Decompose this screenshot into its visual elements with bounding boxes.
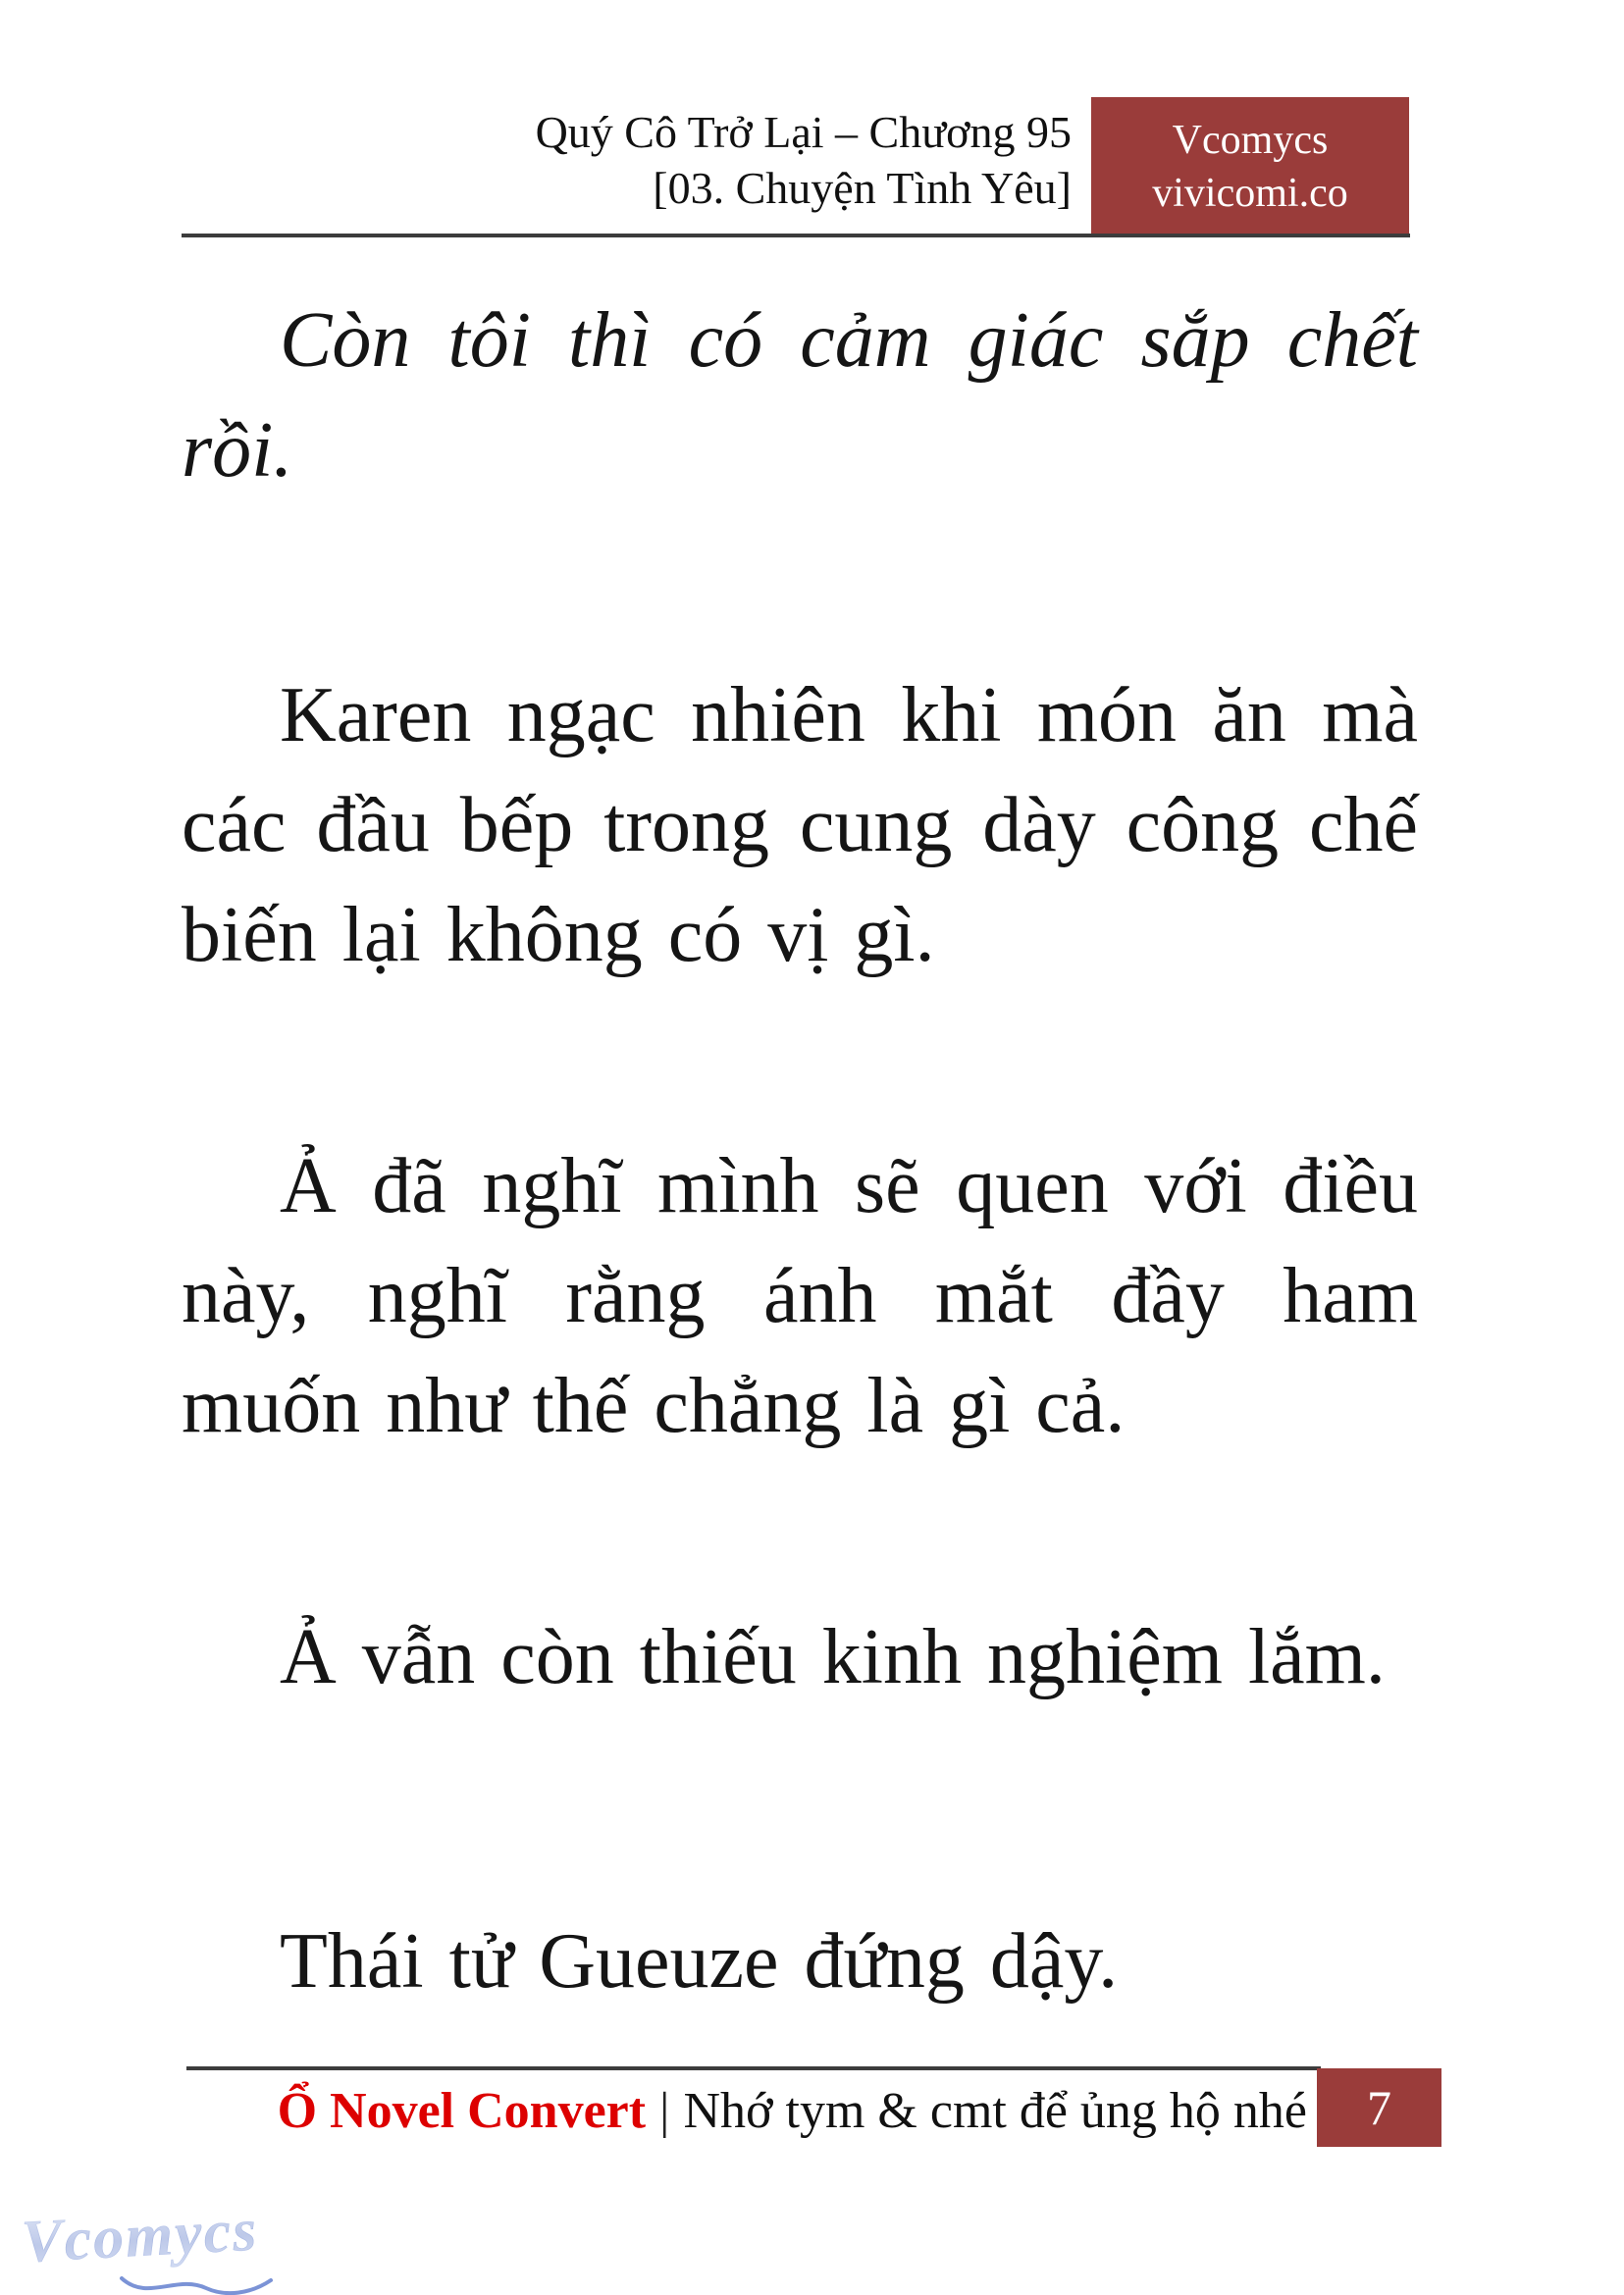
chapter-subtitle: [03. Chuyện Tình Yêu] (653, 163, 1072, 213)
footer-note (278, 2082, 1307, 2141)
body-paragraph: Ả đã nghĩ mình sẽ quen với điều này, nghĩ rằng ánh mắt đầy ham muốn như thế chẳng là gì cả. (182, 1143, 1418, 1449)
body-paragraph: Ả vẫn còn thiếu kinh nghiệm lắm. (280, 1614, 1386, 1700)
vcomycs-watermark-logo: Vcomycs (20, 2196, 260, 2276)
chapter-title: Quý Cô Trở Lại – Chương 95 (535, 107, 1072, 157)
footer-brand: Ổ Novel Convert (277, 2083, 647, 2139)
body-paragraph: Thái tử Gueuze đứng dậy. (280, 1918, 1119, 2005)
page-body (182, 0, 1418, 2016)
page-number-box (1317, 2068, 1441, 2147)
watermark-flourish (118, 2272, 275, 2295)
footer-separator: | (659, 2083, 670, 2139)
brand-name: Vcomycs (1172, 118, 1329, 163)
footer-message: Nhớ tym & cmt để ủng hộ nhé (683, 2083, 1307, 2139)
page-number: 7 (1367, 2080, 1391, 2135)
body-paragraph: Karen ngạc nhiên khi món ăn mà các đầu bếp trong cung dày công chế biến lại không có vị gì. (182, 672, 1418, 978)
body-paragraph: Còn tôi thì có cảm giác sắp chết rồi. (182, 297, 1418, 494)
footer-divider (186, 2066, 1321, 2070)
brand-site: vivicomi.co (1152, 171, 1348, 216)
